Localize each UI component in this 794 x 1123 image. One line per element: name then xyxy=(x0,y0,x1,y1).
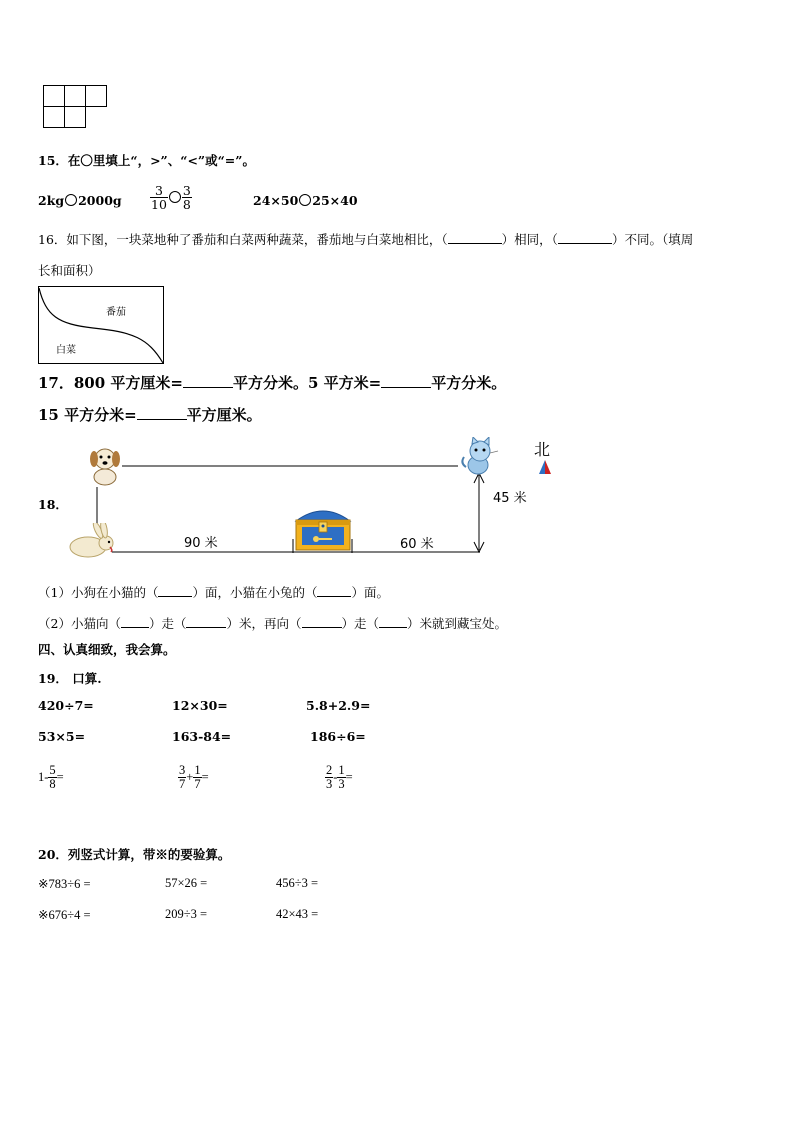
q15-item2: $\frac{3}{10}$ $\frac{3}{8}$ xyxy=(151,183,191,213)
q15-item3: 24×50 25×40 xyxy=(253,193,358,208)
q17-line1: 17．800 平方厘米= 平方分米。5 平方米= 平方分米。 xyxy=(38,374,507,392)
answer-blank[interactable] xyxy=(379,627,407,628)
q18-number: 18． xyxy=(38,497,68,512)
north-label: 北 xyxy=(534,440,551,459)
answer-blank[interactable] xyxy=(558,243,612,244)
q20-title: 20．列竖式计算，带※的要验算。 xyxy=(38,847,231,862)
q16-line1: 16．如下图，一块菜地种了番茄和白菜两种蔬菜，番茄地与白菜地相比，（ ）相同，（ ）不同。（填周 xyxy=(38,232,694,247)
answer-blank[interactable] xyxy=(317,596,351,597)
q19-r2c1: 53×5= xyxy=(38,729,86,744)
q15-item1: 2kg 2000g xyxy=(38,193,122,208)
compare-circle[interactable] xyxy=(299,194,311,206)
compare-circle[interactable] xyxy=(65,194,77,206)
q20-r2c1: ※676÷4 = xyxy=(38,908,91,922)
q19-r3c2: $\frac{3}{7}$ + $\frac{1}{7}$ = xyxy=(179,763,209,792)
q15-title: 15．在〇里填上“，>”、“<”或“=”。 xyxy=(38,153,255,168)
answer-blank[interactable] xyxy=(137,419,187,420)
section-4-heading: 四、认真细致，我会算。 xyxy=(38,642,176,657)
north-arrow-icon xyxy=(538,459,552,475)
q18-sub2: （2）小猫向（ ）走（ ）米，再向（ ）走（ ）米就到藏宝处。 xyxy=(38,616,508,631)
cat-icon xyxy=(458,437,500,477)
answer-blank[interactable] xyxy=(302,627,342,628)
q19-r2c3: 186÷6= xyxy=(310,729,366,744)
q20-r2c3: 42×43 = xyxy=(276,907,319,921)
treasure-chest-icon xyxy=(294,505,352,551)
vegetable-field-figure xyxy=(38,286,164,364)
q19-r1c1: 420÷7= xyxy=(38,698,94,713)
q20-r1c2: 57×26 = xyxy=(165,876,208,890)
q17-line2: 15 平方分米= 平方厘米。 xyxy=(38,406,262,424)
dist-right: 60 米 xyxy=(400,537,434,552)
label-tomato: 番茄 xyxy=(106,307,126,318)
dist-vertical: 45 米 xyxy=(493,491,527,506)
q19-title: 19． 口算. xyxy=(38,671,102,686)
label-cabbage: 白菜 xyxy=(56,345,76,356)
rabbit-icon xyxy=(64,523,118,559)
answer-blank[interactable] xyxy=(183,387,233,388)
q19-r3c3: $\frac{2}{3}$ - $\frac{1}{3}$ = xyxy=(326,763,353,792)
grid-figure xyxy=(42,84,110,132)
dist-left: 90 米 xyxy=(184,536,218,551)
q20-r1c1: ※783÷6 = xyxy=(38,877,91,891)
q19-r1c3: 5.8+2.9= xyxy=(306,698,371,713)
q16-line2: 长和面积） xyxy=(38,263,101,278)
q20-r1c3: 456÷3 = xyxy=(276,876,319,890)
q20-r2c2: 209÷3 = xyxy=(165,907,208,921)
compare-circle[interactable] xyxy=(169,191,181,203)
answer-blank[interactable] xyxy=(448,243,502,244)
dog-icon xyxy=(86,445,124,487)
answer-blank[interactable] xyxy=(121,627,149,628)
q19-r2c2: 163-84= xyxy=(172,729,232,744)
q18-sub1: （1）小狗在小猫的（ ）面，小猫在小兔的（ ）面。 xyxy=(38,585,389,600)
treasure-map xyxy=(60,435,560,565)
q19-r3c1: 1- $\frac{5}{8}$ = xyxy=(38,763,64,792)
answer-blank[interactable] xyxy=(186,627,226,628)
q19-r1c2: 12×30= xyxy=(172,698,228,713)
answer-blank[interactable] xyxy=(381,387,431,388)
answer-blank[interactable] xyxy=(158,596,192,597)
